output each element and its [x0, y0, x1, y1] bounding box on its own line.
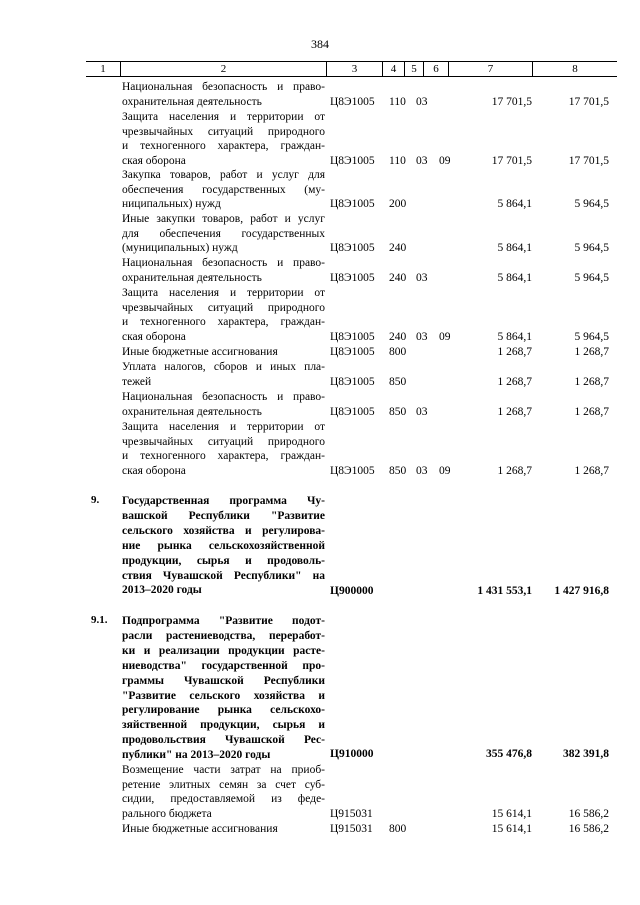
expense-type-code: 200 — [389, 198, 407, 210]
expense-type-code: 800 — [389, 823, 407, 835]
row-text-line: зяйственной продукции, сырья и — [122, 719, 325, 732]
row-text-line: Государственная программа Чу- — [122, 495, 325, 507]
amount-col-7: 5 864,1 — [497, 242, 532, 254]
row-description — [122, 80, 325, 109]
row-description — [122, 360, 325, 389]
row-description — [122, 614, 325, 763]
header-col-3: 3 — [351, 63, 358, 75]
subsection-code: 09 — [439, 331, 451, 343]
subsection-code: 09 — [439, 155, 451, 167]
amount-col-8: 17 701,5 — [568, 96, 609, 108]
expense-type-code: 240 — [389, 242, 407, 254]
header-col-2: 2 — [220, 63, 227, 75]
row-description — [122, 110, 325, 169]
amount-col-7: 1 268,7 — [497, 465, 532, 477]
section-code: 03 — [416, 96, 428, 108]
amount-col-7: 355 476,8 — [486, 748, 532, 760]
row-text-line: Защита населения и территории от — [122, 287, 325, 299]
section-code: 03 — [416, 465, 428, 477]
row-text-line: ская оборона — [122, 155, 186, 168]
expense-type-code: 240 — [389, 272, 407, 284]
row-text-line: Закупка товаров, работ и услуг для — [122, 169, 325, 181]
row-description — [122, 168, 325, 212]
row-text-line: охранительная деятельность — [122, 271, 262, 284]
row-text-line: для обеспечения государственных — [122, 227, 325, 240]
row-text-line: Возмещение части затрат на приоб- — [122, 764, 325, 776]
amount-col-8: 1 268,7 — [574, 346, 609, 358]
amount-col-7: 1 268,7 — [497, 376, 532, 388]
row-description — [122, 256, 325, 285]
header-col-4: 4 — [390, 63, 397, 75]
amount-col-8: 5 964,5 — [574, 331, 609, 343]
expense-type-code: 110 — [389, 96, 406, 108]
row-text-line: чрезвычайных ситуаций природного — [122, 301, 325, 314]
row-description — [122, 286, 325, 345]
header-col-6: 6 — [433, 63, 439, 75]
row-text-line: ская оборона — [122, 331, 186, 344]
amount-col-7: 15 614,1 — [491, 823, 532, 835]
row-description — [122, 763, 325, 822]
amount-col-8: 5 964,5 — [574, 198, 609, 210]
row-text-line: чрезвычайных ситуаций природного — [122, 435, 325, 448]
row-text-line: охранительная деятельность — [122, 95, 262, 108]
header-col-8: 8 — [572, 63, 578, 75]
section-code: 03 — [416, 155, 428, 167]
expense-type-code: 850 — [389, 406, 407, 418]
header-col-1: 1 — [100, 63, 106, 75]
row-number: 9. — [91, 494, 100, 506]
row-text-line: регулирование рынка сельскохо- — [122, 704, 325, 717]
amount-col-7: 5 864,1 — [497, 272, 532, 284]
amount-col-8: 5 964,5 — [574, 242, 609, 254]
section-code: 03 — [416, 331, 428, 343]
row-description — [122, 390, 325, 419]
amount-col-7: 5 864,1 — [497, 331, 532, 343]
row-text-line: вашской Республики "Развитие — [122, 509, 325, 522]
row-text-line: ниципальных) нужд — [122, 198, 221, 211]
row-text-line: ствия Чувашской Республики" на — [122, 569, 325, 582]
row-text-line: "Развитие сельского хозяйства и — [122, 689, 325, 702]
row-text-line: и техногенного характера, граждан- — [122, 140, 325, 153]
expense-type-code: 800 — [389, 346, 407, 358]
row-text-line: Уплата налогов, сборов и иных пла- — [122, 361, 325, 373]
row-text-line: Иные закупки товаров, работ и услуг — [122, 213, 325, 225]
amount-col-7: 17 701,5 — [491, 155, 532, 167]
section-code: 03 — [416, 406, 428, 418]
row-text-line: обеспечения государственных (му- — [122, 183, 325, 196]
row-text-line: Национальная безопасность и право- — [122, 257, 325, 269]
row-number: 9.1. — [91, 614, 108, 626]
row-text-line: Национальная безопасность и право- — [122, 81, 325, 93]
header-col-7: 7 — [487, 63, 494, 75]
target-article-code: Ц8Э1005 — [330, 198, 375, 210]
target-article-code: Ц900000 — [330, 585, 374, 597]
section-code: 03 — [416, 272, 428, 284]
page-number: 384 — [311, 37, 329, 51]
expense-type-code: 850 — [389, 465, 407, 477]
row-text-line: и техногенного характера, граждан- — [122, 316, 325, 329]
row-text-line: сельского хозяйства и регулирова- — [122, 524, 325, 537]
amount-col-8: 382 391,8 — [563, 748, 609, 760]
row-description — [122, 212, 325, 256]
target-article-code: Ц8Э1005 — [330, 242, 375, 254]
row-text-line: Национальная безопасность и право- — [122, 391, 325, 403]
target-article-code: Ц8Э1005 — [330, 406, 375, 418]
amount-col-7: 1 268,7 — [497, 346, 532, 358]
row-text-line: публики" на 2013–2020 годы — [122, 749, 271, 762]
row-description — [122, 494, 325, 598]
amount-col-7: 5 864,1 — [497, 198, 532, 210]
row-text-line: Защита населения и территории от — [122, 111, 325, 123]
amount-col-7: 1 431 553,1 — [477, 585, 532, 597]
row-text-line: сидии, предоставляемой из феде- — [122, 793, 325, 806]
expense-type-code: 850 — [389, 376, 407, 388]
amount-col-8: 5 964,5 — [574, 272, 609, 284]
amount-col-8: 1 268,7 — [574, 376, 609, 388]
row-text-line: тежей — [122, 375, 152, 388]
target-article-code: Ц8Э1005 — [330, 96, 375, 108]
row-text-line: продовольствия Чувашской Рес- — [122, 734, 325, 747]
target-article-code: Ц910000 — [330, 748, 374, 760]
row-description — [122, 345, 325, 360]
row-text-line: чрезвычайных ситуаций природного — [122, 125, 325, 138]
amount-col-8: 16 586,2 — [568, 823, 609, 835]
amount-col-8: 1 268,7 — [574, 465, 609, 477]
row-text-line: расли растениеводства, переработ- — [122, 629, 325, 642]
row-text-line: охранительная деятельность — [122, 405, 262, 418]
row-text-line: ретение элитных семян за счет суб- — [122, 778, 325, 791]
row-text-line: Подпрограмма "Развитие подот- — [122, 615, 325, 627]
target-article-code: Ц8Э1005 — [330, 155, 375, 167]
expense-type-code: 240 — [389, 331, 407, 343]
row-description — [122, 822, 325, 837]
amount-col-7: 15 614,1 — [491, 808, 532, 820]
row-text-line: 2013–2020 годы — [122, 584, 202, 597]
row-text-line: Иные бюджетные ассигнования — [122, 346, 278, 358]
row-text-line: и техногенного характера, граждан- — [122, 450, 325, 463]
amount-col-8: 17 701,5 — [568, 155, 609, 167]
amount-col-8: 1 268,7 — [574, 406, 609, 418]
amount-col-7: 1 268,7 — [497, 406, 532, 418]
row-text-line: ская оборона — [122, 465, 186, 478]
row-text-line: ки и реализации продукции расте- — [122, 644, 325, 657]
target-article-code: Ц8Э1005 — [330, 346, 375, 358]
row-text-line: ние рынка сельскохозяйственной — [122, 539, 325, 552]
header-col-5: 5 — [411, 63, 417, 75]
target-article-code: Ц915031 — [330, 823, 373, 835]
row-text-line: рального бюджета — [122, 808, 212, 821]
row-text-line: Защита населения и территории от — [122, 421, 325, 433]
expense-type-code: 110 — [389, 155, 406, 167]
row-text-line: граммы Чувашской Республики — [122, 674, 325, 687]
row-text-line: продукции, сырья и продоволь- — [122, 554, 325, 567]
amount-col-8: 16 586,2 — [568, 808, 609, 820]
row-text-line: ниеводства" государственной про- — [122, 659, 325, 672]
row-text-line: Иные бюджетные ассигнования — [122, 823, 278, 835]
target-article-code: Ц915031 — [330, 808, 373, 820]
target-article-code: Ц8Э1005 — [330, 331, 375, 343]
table-header — [86, 61, 617, 77]
amount-col-7: 17 701,5 — [491, 96, 532, 108]
target-article-code: Ц8Э1005 — [330, 465, 375, 477]
target-article-code: Ц8Э1005 — [330, 376, 375, 388]
row-text-line: (муниципальных) нужд — [122, 242, 238, 255]
row-description — [122, 420, 325, 479]
amount-col-8: 1 427 916,8 — [554, 585, 609, 597]
target-article-code: Ц8Э1005 — [330, 272, 375, 284]
subsection-code: 09 — [439, 465, 451, 477]
